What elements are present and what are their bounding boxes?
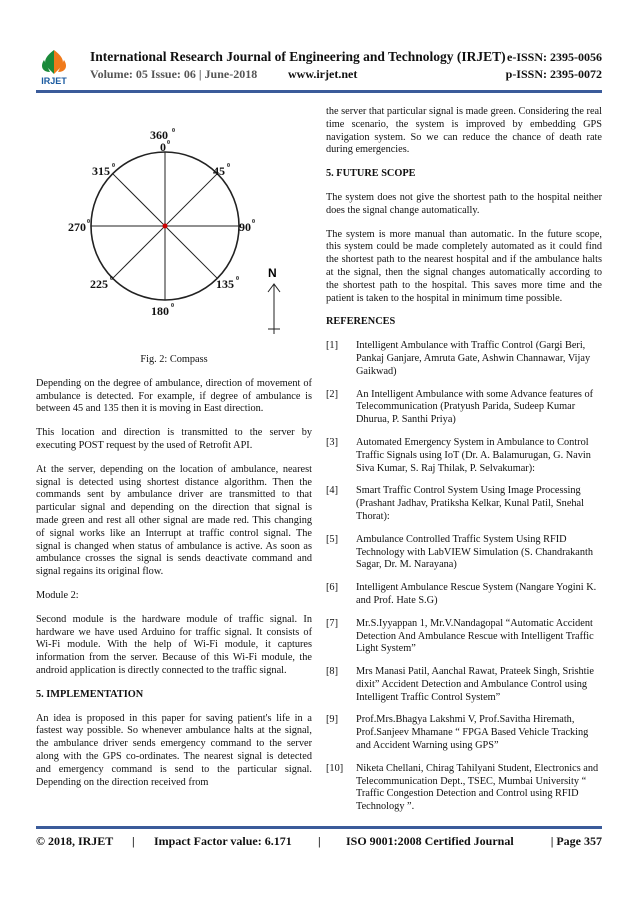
left-paragraph-6: An idea is proposed in this paper for saving patient's life in a fastest way possible. So whenever ambulance halts at the signal, the ambulance driver sends emergency command to the server along with the GPS co-ordinates. The nearest signal is detected and emergency command is send to the particular signal. Depending on the direction received from [36,712,312,788]
label-270: 270 [68,220,86,234]
logo-text: IRJET [41,76,67,86]
reference-item [326,485,602,523]
left-paragraph-1: Depending on the degree of ambulance, direction of movement of ambulance is detected. For example, if degree of ambulance is between 45 and 135 then it is moving in East direction. [36,377,312,415]
reference-item [326,714,602,752]
left-paragraph-5: Second module is the hardware module of traffic signal. In hardware we have used Arduino for traffic signal. It consists of Wi-Fi module. With the help of Wi-Fi module, it captures information from the server. Because of this Wi-Fi module, the android application is directly connected to the traffic signal. [36,613,312,676]
label-360: 360 [150,128,168,142]
label-225-deg: 0 [110,276,113,282]
journal-title: International Research Journal of Engineering and Technology (IRJET) [90,49,506,64]
left-paragraph-2: This location and direction is transmitted to the server by executing POST request by the used of Retrofit API. [36,427,312,451]
reference-text: Mrs Manasi Patil, Aanchal Rawat, Prateek Singh, Srishtie dixit” Accident Detection and Ambulance Control using Intelligent Traffic Control System” [356,666,594,703]
reference-text: Mr.S.Iyyappan 1, Mr.V.Nandagopal “Automatic Accident Detection And Ambulance Rescue with Intelligent Traffic Light System” [356,617,594,655]
label-270-deg: 0 [87,219,90,225]
reference-number: [8] [326,666,339,678]
footer-rule [36,826,602,829]
north-arrow-icon [268,284,280,334]
module-2-label: Module 2: [36,589,79,601]
eissn: e-ISSN: 2395-0056 [507,50,602,64]
label-360-deg: 0 [172,128,175,134]
section-heading-references: REFERENCES [326,316,396,328]
footer-separator: | [132,834,135,848]
north-label: N [268,266,277,280]
irjet-logo-icon [36,46,72,86]
reference-number: [5] [326,533,339,545]
right-paragraph-1: the server that particular signal is made green. Considering the real time scenario, the system is improved by embedding GPS navigation system. So we can reduce the chance of death rate during emergencies. [326,106,602,156]
left-column [36,106,312,800]
label-0: 0 [160,140,166,154]
reference-item [326,437,602,475]
reference-number: [1] [326,340,339,352]
reference-text: Intelligent Ambulance Rescue System (Nangare Yogini K. and Prof. Hate S.G) [356,582,597,606]
reference-text: Prof.Mrs.Bhagya Lakshmi V, Prof.Savitha Hiremath, Prof.Sanjeev Mhamane “ FPGA Based Vehicle Tracking and Accident Warning using GPS” [356,714,589,752]
label-225: 225 [90,277,108,291]
left-paragraph-3: At the server, depending on the location of ambulance, nearest signal is detected using shortest distance algorithm. Then the commands sent by ambulance driver are transmitted to that particular signal and depending on the direction that signal is made green and rest all other signal are made red. This changing of signal works like an Interrupt at traffic control signal. The signal is changed when status of ambulance is active. As soon as ambulance crosses the signal is sends deactivate command and signal regains its original flow. [36,463,312,578]
reference-text: Intelligent Ambulance with Traffic Control (Gargi Beri, Pankaj Ganjare, Amruta Gate, Ashwin Channawar, Vijay Gaikwad) [356,340,591,377]
right-paragraph-2: The system does not give the shortest path to the hospital neither does the signal change automatically. [326,191,602,216]
footer-copyright: © 2018, IRJET [36,834,114,848]
right-column [326,106,602,824]
label-90-deg: 0 [252,219,255,225]
label-315-deg: 0 [112,163,115,169]
journal-footer [36,834,602,852]
reference-number: [6] [326,582,339,594]
reference-number: [3] [326,436,339,448]
reference-number: [10] [326,762,344,774]
label-45: 45 [213,164,225,178]
reference-item [326,534,602,572]
reference-item [326,582,602,608]
compass-figure [36,106,312,348]
label-135-deg: 0 [236,276,239,282]
label-315: 315 [92,164,110,178]
compass-center-dot [163,224,168,229]
reference-item [326,618,602,656]
footer-iso: ISO 9001:2008 Certified Journal [346,834,514,848]
label-180-deg: 0 [171,303,174,309]
pissn: p-ISSN: 2395-0072 [505,67,602,81]
reference-text: An Intelligent Ambulance with some Advance features of Telecommunication (Pratyush Parida, Sudeep Kumar Dhurua, P. Santhi Priya) [356,388,594,426]
reference-text: Automated Emergency System in Ambulance to Control Traffic Signals using IoT (Dr. A. Balamurugan, G. Navin Siva Kumar, S. Raj Thilak, P. Selvakumar): [356,436,591,474]
label-45-deg: 0 [227,163,230,169]
reference-item [326,666,602,704]
reference-item [326,389,602,427]
journal-url[interactable]: www.irjet.net [288,67,358,81]
label-90: 90 [239,220,251,234]
reference-text: Ambulance Controlled Traffic System Using RFID Technology with LabVIEW Simulation (S. Chandrakanth Sagar, Dr. M. Narayana) [356,533,594,571]
compass-diagram [36,106,312,348]
right-paragraph-3: The system is more manual than automatic. In the future scope, this system could be made completely automated as it could find the shortest path to the nearest hospital and if the ambulance halts at the signal, then the signal changes automatically according to the shortest path to the hospital. This saves more time and the patient is taken to the hospital in minimum time possible. [326,228,602,304]
footer-separator: | [318,834,321,848]
reference-number: [2] [326,388,339,400]
reference-item [326,340,602,378]
header-rule [36,90,602,93]
volume-issue: Volume: 05 Issue: 06 | June-2018 [90,67,258,81]
section-heading-future-scope: 5. FUTURE SCOPE [326,168,416,180]
footer-page-number: | Page 357 [550,834,602,848]
label-0-deg: 0 [167,140,170,146]
reference-number: [9] [326,714,339,726]
label-135: 135 [216,277,234,291]
figure-caption: Fig. 2: Compass [140,354,208,365]
reference-item [326,763,602,814]
label-180: 180 [151,304,169,318]
section-heading-implementation: 5. IMPLEMENTATION [36,688,144,700]
footer-impact-factor: Impact Factor value: 6.171 [154,834,292,848]
reference-text: Niketa Chellani, Chirag Tahilyani Student, Electronics and Telecommunication Dept., TSEC, Mumbai University “ Traffic Congestion Detection and Control using RFID Technology ”. [356,762,599,813]
reference-list [326,340,602,814]
journal-header [36,44,602,88]
reference-text: Smart Traffic Control System Using Image Processing (Prashant Jadhav, Pratiksha Kelkar, Kunal Patil, Snehal Thorat): [356,485,584,522]
reference-number: [7] [326,617,339,629]
reference-number: [4] [326,485,339,497]
